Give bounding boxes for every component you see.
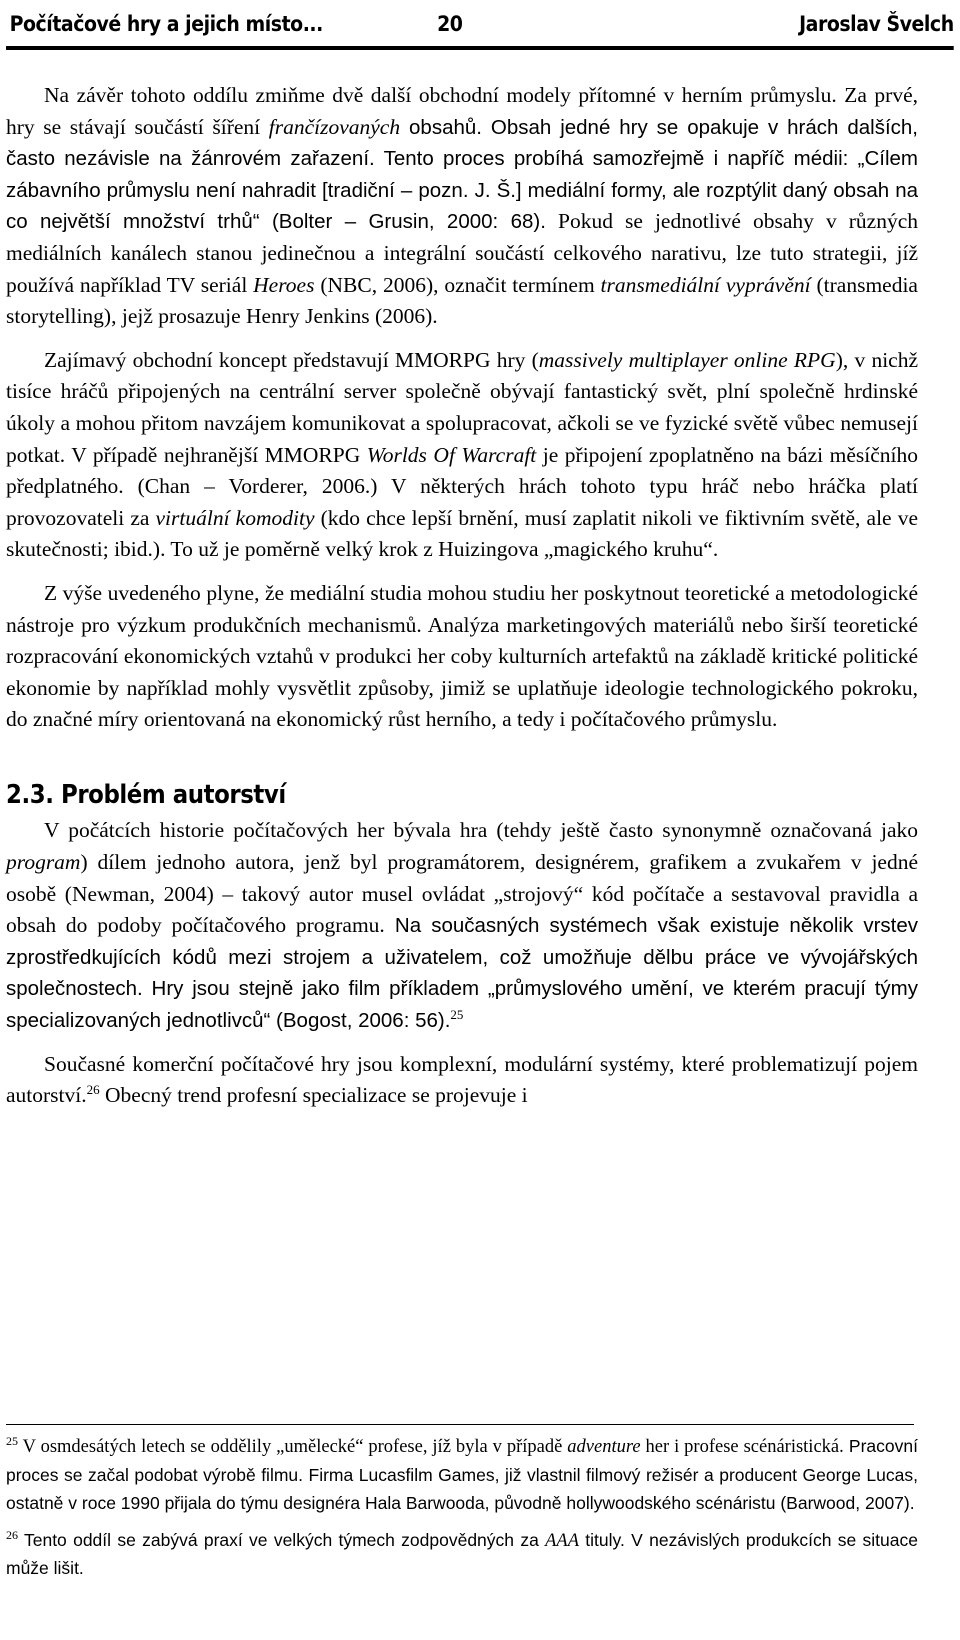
section-heading: 2.3. Problém autorství [6, 779, 286, 810]
footnote-mark: 25 [6, 1434, 18, 1448]
header-author: Jaroslav Švelch [799, 12, 954, 36]
text-run: Současné komerční počítačové hry jsou komplexní, modulární systémy, které problematizují pojem autorství. [6, 1051, 918, 1108]
paragraph-modular-systems [6, 1049, 918, 1112]
header-title: Počítačové hry a jejich místo... [9, 12, 323, 36]
italic-title: Heroes [253, 272, 315, 297]
text-run: Zajímavý obchodní koncept představují MMORPG hry ( [44, 347, 539, 372]
text-run: ) dílem jednoho autora, jenž byl programátorem, designérem, grafikem a zvukařem v jedné osobě (Newman, 2004) – takový autor musel ovládat „strojový“ kód počítače a sestavoval pravidla a obsah do podoby počítačového programu. [6, 850, 918, 938]
footnote [6, 1527, 918, 1584]
paragraph-media-studies: Z výše uvedeného plyne, že mediální studia mohou studiu her poskytnout teoretické a metodologické nástroje pro výzkum produkčních mechanismů. Analýza marketingových materiálů nebo širší teoretické rozpracování ekonomických vztahů v produkci her coby kulturních artefaktů na základě kritické politické ekonomie by například mohly vysvětlit způsoby, jimiž se uplatňuje ideologie technologického pokroku, do značné míry orientovaná na ekonomický růst herního, a tedy i počítačového průmyslu. [6, 580, 918, 732]
text-run: her i profese scénáristická. [640, 1437, 844, 1457]
text-run: Obecný trend profesní specializace se projevuje i [99, 1083, 528, 1108]
footnotes [6, 1424, 918, 1592]
text-run-sans: obsahů. Obsah jedné hry se opakuje v hrách dalších, často nezávisle na žánrovém zařazení. Tento proces probíhá samozřejmě i napříč médii: „Cílem zábavního průmyslu není nahradit [tradiční – pozn. J. Š.] mediální formy, ale rozptýlit daný obsah na co největší množství trhů“ (Bolter – Grusin, 2000: 68). [6, 115, 918, 234]
text-run: (transmedia storytelling), jejž prosazuje Henry Jenkins (2006). [6, 272, 918, 329]
footnote [6, 1433, 918, 1519]
italic-term: AAA [545, 1530, 580, 1551]
text-run: je připojení zpoplatněno na bázi měsíčního předplatného. (Chan – Vorderer, 2006.) V některých hrách tohoto typu hráč nebo hráčka platí provozovateli za [6, 442, 918, 530]
page-number: 20 [437, 12, 463, 36]
paragraph-mmorpg [6, 345, 918, 566]
footnote-reference[interactable]: 26 [86, 1082, 100, 1098]
italic-term: massively multiplayer online RPG [538, 347, 836, 372]
footnote-reference[interactable]: 25 [450, 1007, 464, 1023]
italic-term: virtuální komodity [155, 505, 315, 530]
text-run: Pokud se jednotlivé obsahy v různých mediálních kanálech stanou jedinečnou a integrální součástí celkového narativu, lze tuto strategii, jíž používá například TV seriál [6, 209, 918, 297]
text-run: ), v nichž tisíce hráčů připojených na centrální server společně obývají fantastický svět, plní společně hrdinské úkoly a mohou přitom navzájem komunikovat a spolupracovat, ačkoli se ve fyzické světě vůbec nemusejí potkat. V případě nejhranější MMORPG [6, 347, 919, 467]
text-run-sans: tituly. V nezávislých produkcích se situace může lišit. [6, 1529, 918, 1578]
text-run-sans: Pracovní proces se začal podobat výrobě filmu. Firma Lucasfilm Games, již vlastnil filmový režisér a producent George Lucas, ostatně v roce 1990 přijala do týmu designéra Hala Barwooda, původně hollywoodského scénáristu (Barwood, 2007). [6, 1436, 918, 1513]
italic-term: program [6, 850, 81, 875]
text-run: Na závěr tohoto oddílu zmiňme dvě další obchodní modely přítomné v herním průmyslu. Za prvé, hry se stávají součástí šíření [6, 83, 918, 139]
text-run-sans: Tento oddíl se zabývá praxí ve velkých týmech zodpovědných za [18, 1529, 546, 1550]
running-header [6, 0, 954, 50]
body-text [6, 80, 918, 1124]
italic-title: Worlds Of Warcraft [366, 442, 537, 467]
text-run: (kdo chce lepší brnění, musí zaplatit nikoli ve fiktivním světě, ale ve skutečnosti; ibid.). To už je poměrně velký krok z Huizingova „magického kruhu“. [6, 505, 918, 562]
text-run: (NBC, 2006), označit termínem [314, 272, 601, 297]
footnote-divider [6, 1424, 914, 1425]
italic-term: transmediální vyprávění [600, 272, 811, 297]
paragraph-authorship [6, 815, 918, 1036]
footnote-mark: 26 [6, 1527, 18, 1542]
text-run-sans: Na současných systémech však existuje několik vrstev zprostředkujících kódů mezi strojem a uživatelem, což umožňuje dělbu práce ve vývojářských společnostech. Hry jsou stejně jako film příkladem „průmyslového umění, ve kterém pracují týmy specializovaných jednotlivců“ (Bogost, 2006: 56). [6, 914, 918, 1033]
text-run: V osmdesátých letech se oddělily „umělecké“ profese, jíž byla v případě [18, 1437, 568, 1457]
text-run: V počátcích historie počítačových her bývala hra (tehdy ještě často synonymně označovaná jako [44, 818, 918, 843]
paragraph-business-models [6, 80, 918, 333]
italic-term: frančízovaných [268, 114, 401, 139]
italic-term: adventure [567, 1437, 641, 1457]
